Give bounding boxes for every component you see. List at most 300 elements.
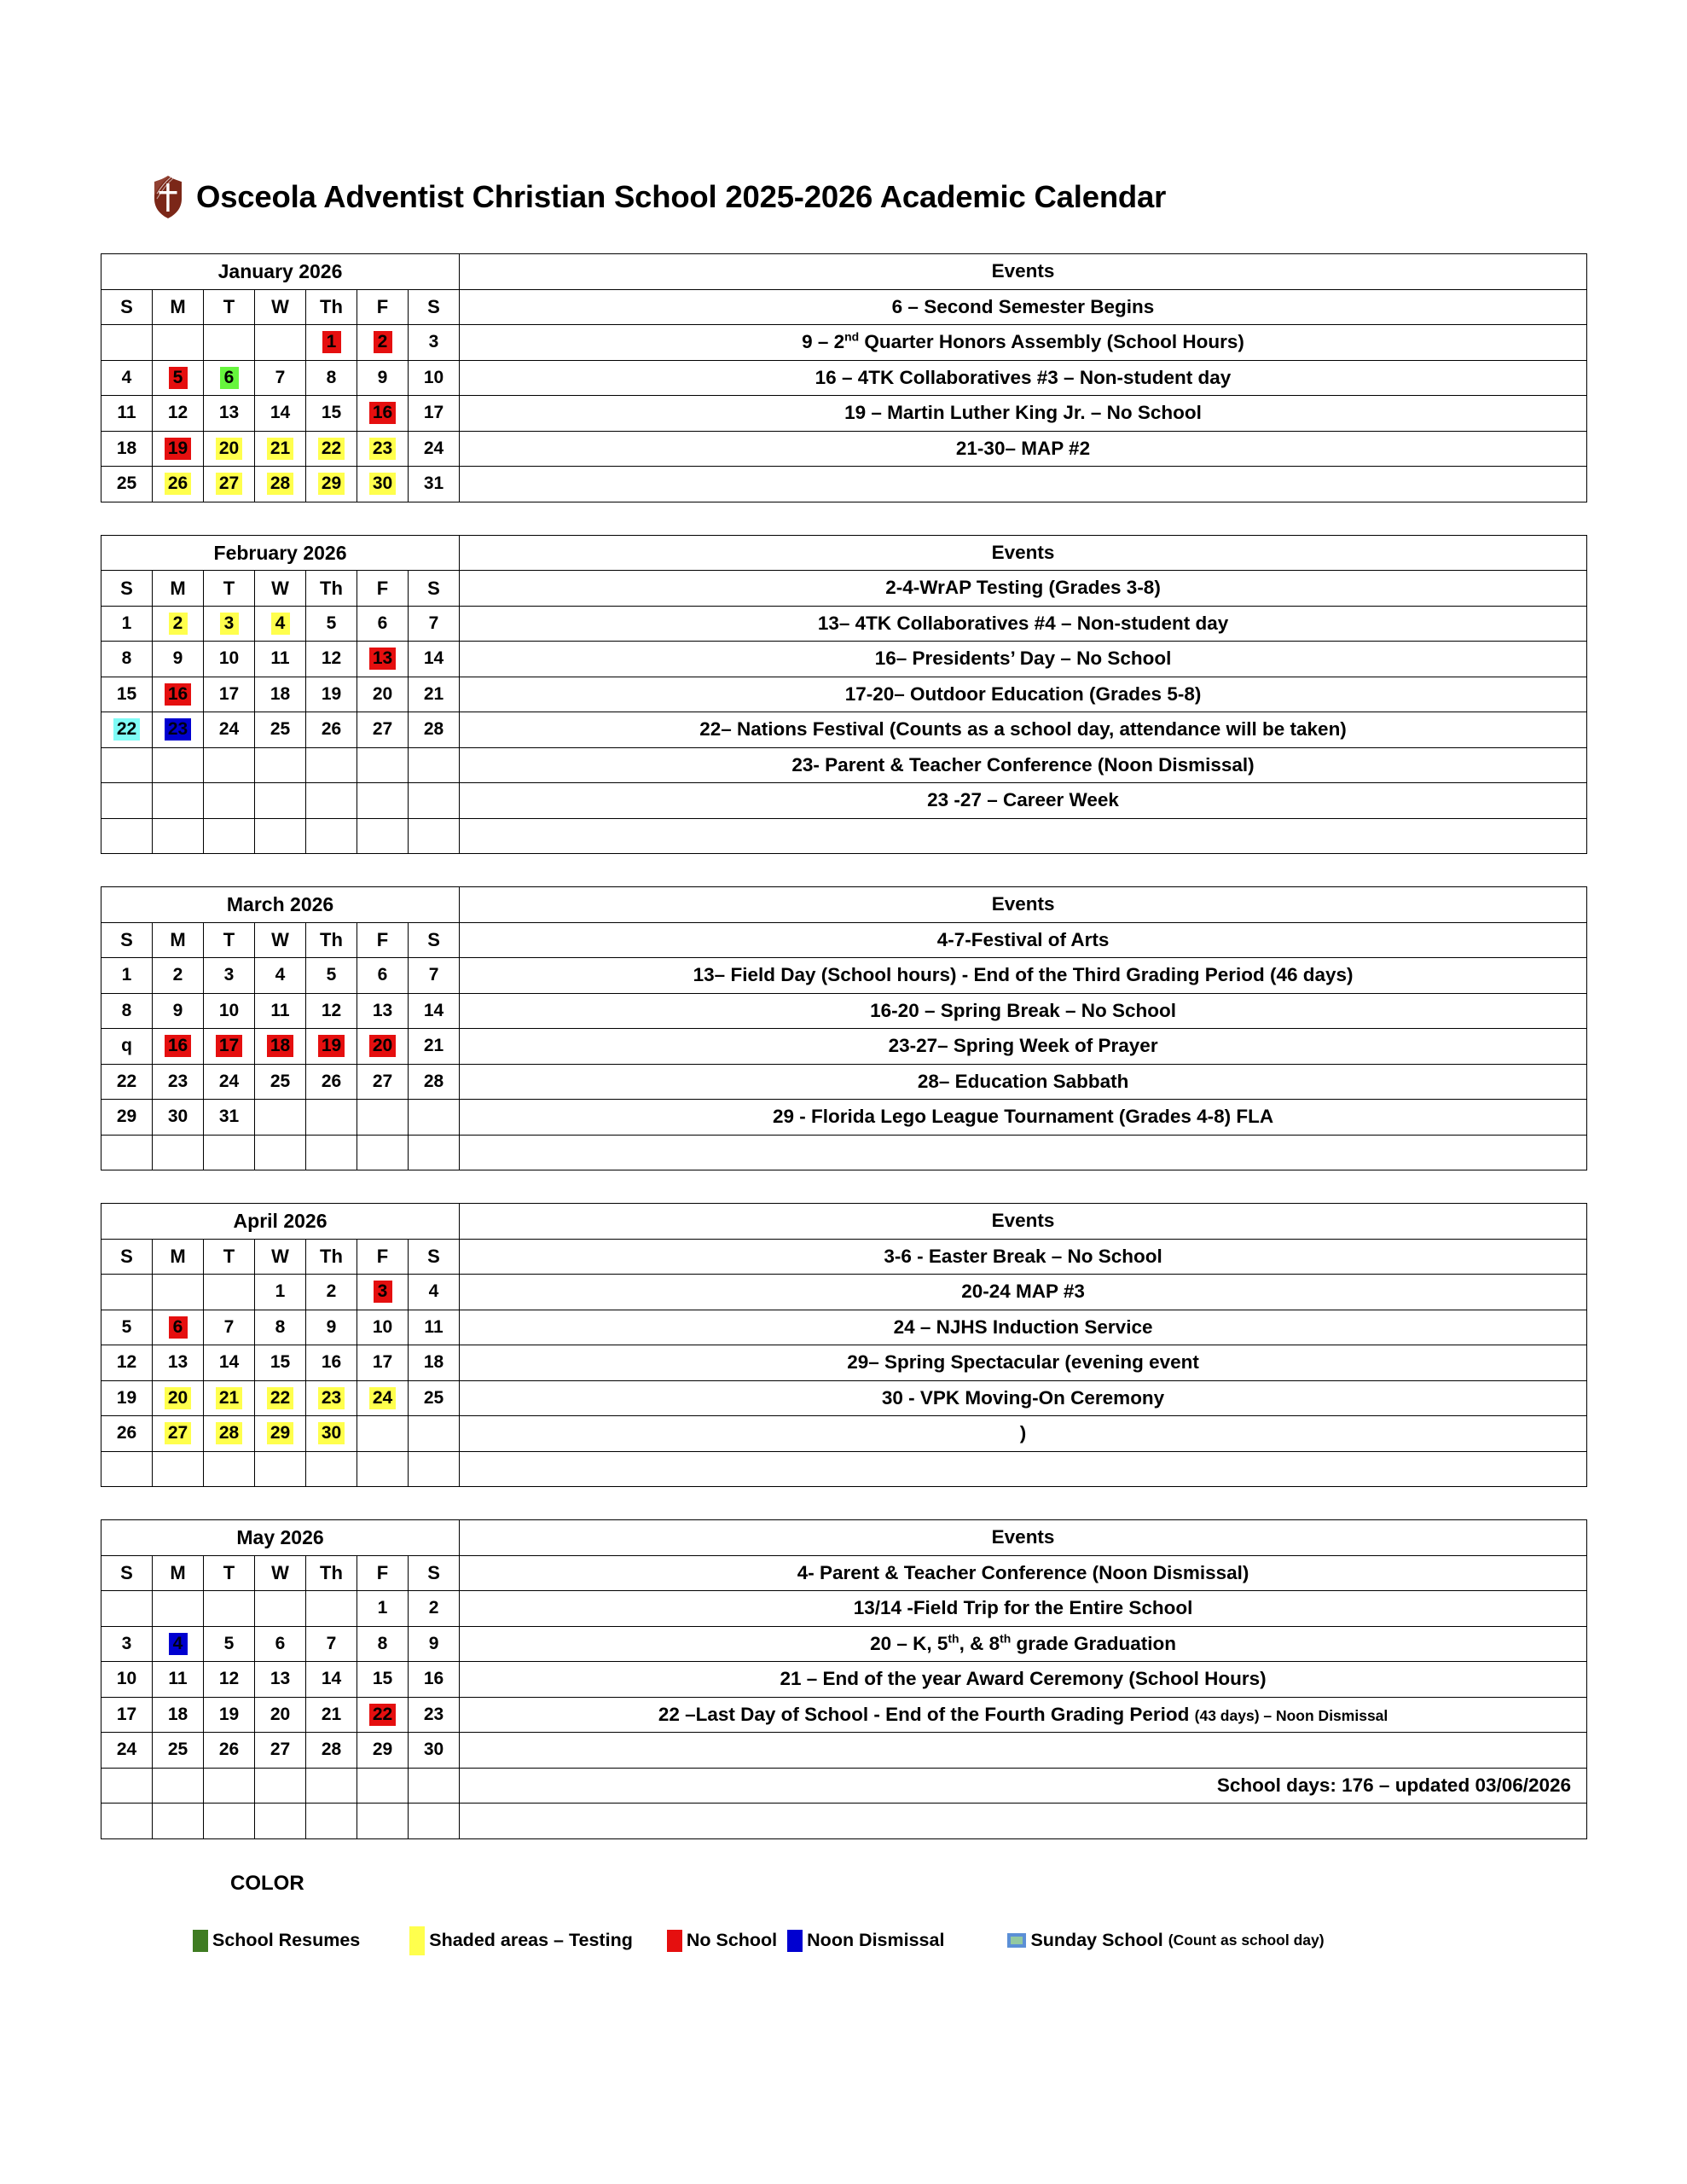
day-cell[interactable] xyxy=(255,747,306,783)
day-cell[interactable] xyxy=(204,325,255,361)
day-cell[interactable]: 31 xyxy=(204,1100,255,1136)
day-cell[interactable] xyxy=(409,783,460,819)
day-of-week-header-5: F xyxy=(357,289,409,325)
event-cell xyxy=(460,467,1587,502)
day-number-highlight-yellow: 22 xyxy=(267,1387,293,1409)
day-cell[interactable]: 12 xyxy=(101,1345,153,1381)
day-cell[interactable] xyxy=(101,818,153,854)
day-cell[interactable]: 25 xyxy=(153,1733,204,1769)
day-cell[interactable] xyxy=(255,1451,306,1487)
day-cell[interactable] xyxy=(357,1697,409,1733)
day-cell[interactable] xyxy=(306,818,357,854)
day-cell[interactable]: 8 xyxy=(306,360,357,396)
day-cell[interactable]: 1 xyxy=(101,606,153,642)
day-cell[interactable] xyxy=(255,1029,306,1065)
event-cell: 9 – 2nd Quarter Honors Assembly (School Hours) xyxy=(460,325,1587,361)
page-title: Osceola Adventist Christian School 2025-2026 Academic Calendar xyxy=(196,178,1167,214)
day-cell[interactable] xyxy=(306,431,357,467)
day-cell[interactable]: 8 xyxy=(101,993,153,1029)
day-cell[interactable]: 2 xyxy=(306,1275,357,1310)
day-cell[interactable]: 27 xyxy=(357,1064,409,1100)
day-cell[interactable] xyxy=(306,1591,357,1627)
day-cell[interactable] xyxy=(255,1768,306,1804)
day-cell[interactable] xyxy=(357,1029,409,1065)
day-cell[interactable]: 21 xyxy=(409,1029,460,1065)
day-cell[interactable]: 30 xyxy=(153,1100,204,1136)
day-cell[interactable] xyxy=(255,783,306,819)
month-header-row xyxy=(101,1520,1587,1556)
day-cell[interactable]: 4 xyxy=(255,958,306,994)
day-cell[interactable] xyxy=(153,712,204,748)
ordinal-superscript: th xyxy=(1000,1631,1012,1646)
day-cell[interactable]: 14 xyxy=(204,1345,255,1381)
day-cell[interactable]: 1 xyxy=(101,958,153,994)
day-cell[interactable]: 25 xyxy=(255,712,306,748)
calendar-week-row xyxy=(101,1275,1587,1310)
day-cell[interactable]: 28 xyxy=(409,1064,460,1100)
day-cell[interactable]: 30 xyxy=(409,1733,460,1769)
day-of-week-header-6: S xyxy=(409,922,460,958)
day-of-week-row xyxy=(101,922,1587,958)
day-cell[interactable] xyxy=(204,606,255,642)
day-cell[interactable]: 8 xyxy=(255,1310,306,1345)
day-cell[interactable]: 3 xyxy=(204,958,255,994)
day-cell[interactable] xyxy=(204,818,255,854)
day-cell[interactable]: 10 xyxy=(409,360,460,396)
day-cell[interactable] xyxy=(153,1804,204,1839)
event-cell: 4- Parent & Teacher Conference (Noon Dismissal) xyxy=(460,1555,1587,1591)
day-cell[interactable]: 6 xyxy=(255,1626,306,1662)
day-cell[interactable]: 25 xyxy=(409,1380,460,1416)
calendar-week-row xyxy=(101,958,1587,994)
day-cell[interactable]: 11 xyxy=(409,1310,460,1345)
day-cell[interactable] xyxy=(409,747,460,783)
day-cell[interactable] xyxy=(357,396,409,432)
day-cell[interactable] xyxy=(153,1135,204,1170)
day-cell[interactable]: 10 xyxy=(101,1662,153,1698)
day-cell[interactable] xyxy=(153,677,204,712)
calendar-week-row xyxy=(101,1345,1587,1381)
day-cell[interactable] xyxy=(306,783,357,819)
day-cell[interactable]: 18 xyxy=(255,677,306,712)
day-cell[interactable]: 12 xyxy=(306,642,357,677)
day-cell[interactable]: 29 xyxy=(357,1733,409,1769)
month-table xyxy=(101,1203,1587,1487)
day-cell[interactable]: 13 xyxy=(255,1662,306,1698)
day-number-highlight-yellow: 24 xyxy=(369,1387,396,1409)
day-cell[interactable]: 5 xyxy=(306,958,357,994)
day-number-highlight-blue: 4 xyxy=(169,1633,188,1655)
day-cell[interactable] xyxy=(306,747,357,783)
day-cell[interactable] xyxy=(153,1768,204,1804)
event-cell: 13/14 -Field Trip for the Entire School xyxy=(460,1591,1587,1627)
day-of-week-header-6: S xyxy=(409,289,460,325)
day-cell[interactable] xyxy=(204,467,255,502)
day-cell[interactable] xyxy=(306,325,357,361)
day-cell[interactable] xyxy=(204,1135,255,1170)
day-cell[interactable] xyxy=(204,1804,255,1839)
day-cell[interactable] xyxy=(153,1310,204,1345)
day-cell[interactable]: 1 xyxy=(357,1591,409,1627)
event-cell: 22– Nations Festival (Counts as a school day, attendance will be taken) xyxy=(460,712,1587,748)
day-number-highlight-yellow: 21 xyxy=(267,438,293,460)
month-header-row xyxy=(101,535,1587,571)
day-cell[interactable]: 12 xyxy=(306,993,357,1029)
calendar-week-row xyxy=(101,1662,1587,1698)
day-cell[interactable] xyxy=(357,431,409,467)
month-name: May 2026 xyxy=(101,1520,460,1556)
day-cell[interactable]: 14 xyxy=(306,1662,357,1698)
day-cell[interactable] xyxy=(357,1804,409,1839)
month-name: January 2026 xyxy=(101,254,460,290)
day-cell[interactable] xyxy=(101,1768,153,1804)
day-cell[interactable] xyxy=(153,1591,204,1627)
day-cell[interactable] xyxy=(409,1804,460,1839)
day-cell[interactable]: 15 xyxy=(255,1345,306,1381)
day-cell[interactable] xyxy=(153,1451,204,1487)
day-of-week-header-4: Th xyxy=(306,1555,357,1591)
day-cell[interactable] xyxy=(101,1451,153,1487)
day-cell[interactable]: 11 xyxy=(101,396,153,432)
day-cell[interactable] xyxy=(153,1275,204,1310)
day-cell[interactable]: 17 xyxy=(204,677,255,712)
day-number-highlight-red: 1 xyxy=(322,331,341,353)
day-cell[interactable]: 22 xyxy=(101,1064,153,1100)
day-cell[interactable]: 13 xyxy=(357,993,409,1029)
day-cell[interactable] xyxy=(153,606,204,642)
day-cell[interactable]: 14 xyxy=(255,396,306,432)
day-cell[interactable] xyxy=(204,1380,255,1416)
day-cell[interactable]: 11 xyxy=(255,642,306,677)
ordinal-superscript: nd xyxy=(844,329,860,344)
calendar-week-row xyxy=(101,325,1587,361)
day-cell[interactable] xyxy=(204,783,255,819)
day-of-week-header-1: M xyxy=(153,571,204,607)
day-cell[interactable] xyxy=(101,783,153,819)
day-number-highlight-yellow: 29 xyxy=(267,1422,293,1444)
day-cell[interactable] xyxy=(255,1416,306,1452)
day-cell[interactable]: 24 xyxy=(409,431,460,467)
month-header-row xyxy=(101,1204,1587,1240)
day-cell[interactable] xyxy=(357,1135,409,1170)
month-name: March 2026 xyxy=(101,887,460,923)
day-cell[interactable]: 23 xyxy=(409,1697,460,1733)
day-cell[interactable] xyxy=(255,1135,306,1170)
event-cell: 22 –Last Day of School - End of the Fourth Grading Period (43 days) – Noon Dismissal xyxy=(460,1697,1587,1733)
day-cell[interactable]: 16 xyxy=(306,1345,357,1381)
day-cell[interactable] xyxy=(255,1100,306,1136)
day-cell[interactable]: 4 xyxy=(101,360,153,396)
day-cell[interactable] xyxy=(357,325,409,361)
day-cell[interactable] xyxy=(409,818,460,854)
day-cell[interactable] xyxy=(153,360,204,396)
day-of-week-header-1: M xyxy=(153,922,204,958)
day-of-week-header-3: W xyxy=(255,571,306,607)
day-of-week-row xyxy=(101,571,1587,607)
day-cell[interactable] xyxy=(306,1451,357,1487)
day-cell[interactable]: 9 xyxy=(153,993,204,1029)
day-cell[interactable] xyxy=(101,325,153,361)
day-cell[interactable]: 24 xyxy=(204,712,255,748)
day-cell[interactable] xyxy=(153,1416,204,1452)
day-cell[interactable]: 18 xyxy=(409,1345,460,1381)
month-table xyxy=(101,1519,1587,1839)
day-cell[interactable]: 15 xyxy=(101,677,153,712)
day-cell[interactable] xyxy=(153,1626,204,1662)
day-cell[interactable]: 7 xyxy=(255,360,306,396)
day-cell[interactable]: 28 xyxy=(409,712,460,748)
day-cell[interactable] xyxy=(153,325,204,361)
legend-swatch-testing xyxy=(409,1926,425,1955)
day-cell[interactable]: 15 xyxy=(306,396,357,432)
legend-label-sunday-school: Sunday School xyxy=(1030,1930,1163,1950)
day-cell[interactable] xyxy=(306,467,357,502)
day-cell[interactable] xyxy=(255,606,306,642)
day-cell[interactable]: 6 xyxy=(357,606,409,642)
day-number-highlight-yellow: 20 xyxy=(165,1387,191,1409)
day-cell[interactable] xyxy=(357,1416,409,1452)
day-cell[interactable]: 13 xyxy=(153,1345,204,1381)
day-cell[interactable] xyxy=(204,360,255,396)
day-cell[interactable] xyxy=(357,1100,409,1136)
day-of-week-header-0: S xyxy=(101,1555,153,1591)
day-cell[interactable]: 21 xyxy=(409,677,460,712)
day-cell[interactable]: 27 xyxy=(357,712,409,748)
day-cell[interactable] xyxy=(409,1135,460,1170)
day-cell[interactable]: 21 xyxy=(306,1697,357,1733)
day-cell[interactable] xyxy=(357,783,409,819)
day-cell[interactable]: 14 xyxy=(409,642,460,677)
day-cell[interactable]: 25 xyxy=(255,1064,306,1100)
day-cell[interactable]: 12 xyxy=(153,396,204,432)
day-cell[interactable]: 19 xyxy=(101,1380,153,1416)
day-cell[interactable]: 12 xyxy=(204,1662,255,1698)
event-cell: 24 – NJHS Induction Service xyxy=(460,1310,1587,1345)
day-cell[interactable]: 29 xyxy=(101,1100,153,1136)
calendar-week-row xyxy=(101,712,1587,748)
event-cell: 16 – 4TK Collaboratives #3 – Non-student day xyxy=(460,360,1587,396)
day-cell[interactable] xyxy=(153,467,204,502)
day-number-highlight-yellow: 23 xyxy=(369,438,396,460)
day-cell[interactable] xyxy=(306,1100,357,1136)
month-table xyxy=(101,886,1587,1170)
day-cell[interactable]: 18 xyxy=(153,1697,204,1733)
events-column-header: Events xyxy=(460,887,1587,923)
day-cell[interactable] xyxy=(357,1380,409,1416)
day-cell[interactable]: 27 xyxy=(255,1733,306,1769)
event-cell xyxy=(460,818,1587,854)
day-of-week-header-2: T xyxy=(204,922,255,958)
day-cell[interactable]: 18 xyxy=(101,431,153,467)
day-cell[interactable]: 26 xyxy=(204,1733,255,1769)
day-cell[interactable]: 11 xyxy=(153,1662,204,1698)
day-cell[interactable]: 10 xyxy=(204,642,255,677)
day-cell[interactable] xyxy=(101,1591,153,1627)
day-cell[interactable]: 2 xyxy=(409,1591,460,1627)
day-cell[interactable]: 3 xyxy=(101,1626,153,1662)
day-cell[interactable]: 11 xyxy=(255,993,306,1029)
calendar-week-row xyxy=(101,747,1587,783)
day-cell[interactable]: 13 xyxy=(204,396,255,432)
day-number-highlight-red: 2 xyxy=(374,331,392,353)
day-cell[interactable] xyxy=(153,1029,204,1065)
day-cell[interactable]: 2 xyxy=(153,958,204,994)
day-cell[interactable] xyxy=(306,1416,357,1452)
day-cell[interactable] xyxy=(255,1591,306,1627)
day-cell[interactable] xyxy=(409,1416,460,1452)
day-of-week-header-5: F xyxy=(357,1239,409,1275)
day-cell[interactable] xyxy=(255,325,306,361)
day-number-highlight-yellow: 3 xyxy=(220,613,239,635)
day-cell[interactable] xyxy=(357,1275,409,1310)
calendar-week-row xyxy=(101,1697,1587,1733)
day-cell[interactable]: 8 xyxy=(101,642,153,677)
event-cell: 4-7-Festival of Arts xyxy=(460,922,1587,958)
day-number-highlight-blue: 23 xyxy=(165,718,191,741)
day-cell[interactable] xyxy=(204,1416,255,1452)
day-cell[interactable]: 25 xyxy=(101,467,153,502)
day-cell[interactable] xyxy=(204,1029,255,1065)
day-cell[interactable] xyxy=(255,818,306,854)
calendar-week-row xyxy=(101,1804,1587,1839)
day-cell[interactable]: 7 xyxy=(409,606,460,642)
day-cell[interactable]: 19 xyxy=(306,677,357,712)
day-cell[interactable]: 6 xyxy=(357,958,409,994)
day-cell[interactable] xyxy=(357,467,409,502)
day-cell[interactable]: 9 xyxy=(153,642,204,677)
day-cell[interactable] xyxy=(204,1451,255,1487)
calendar-week-row xyxy=(101,1135,1587,1170)
day-cell[interactable]: 4 xyxy=(409,1275,460,1310)
day-cell[interactable] xyxy=(306,1768,357,1804)
day-of-week-header-5: F xyxy=(357,571,409,607)
day-cell[interactable]: 7 xyxy=(409,958,460,994)
day-cell[interactable] xyxy=(357,642,409,677)
day-cell[interactable]: 31 xyxy=(409,467,460,502)
day-of-week-header-2: T xyxy=(204,1239,255,1275)
day-cell[interactable]: 15 xyxy=(357,1662,409,1698)
legend-item-noon-dismissal xyxy=(787,1930,944,1952)
day-cell[interactable] xyxy=(101,1135,153,1170)
day-cell[interactable]: 5 xyxy=(306,606,357,642)
day-cell[interactable]: 17 xyxy=(357,1345,409,1381)
month-block xyxy=(101,886,1586,1170)
day-cell[interactable]: 1 xyxy=(255,1275,306,1310)
day-cell[interactable]: 17 xyxy=(101,1697,153,1733)
day-cell[interactable]: 9 xyxy=(306,1310,357,1345)
calendar-week-row xyxy=(101,431,1587,467)
day-cell[interactable] xyxy=(306,1135,357,1170)
day-cell[interactable] xyxy=(409,1100,460,1136)
day-number-highlight-red: 16 xyxy=(165,1035,191,1057)
day-cell[interactable] xyxy=(101,1275,153,1310)
day-cell[interactable]: 26 xyxy=(101,1416,153,1452)
day-cell[interactable] xyxy=(204,1591,255,1627)
calendar-week-row xyxy=(101,1064,1587,1100)
day-cell[interactable] xyxy=(357,818,409,854)
day-cell[interactable]: 9 xyxy=(357,360,409,396)
day-cell[interactable]: 9 xyxy=(409,1626,460,1662)
day-cell[interactable] xyxy=(153,1380,204,1416)
day-cell[interactable]: 28 xyxy=(306,1733,357,1769)
day-cell[interactable] xyxy=(101,747,153,783)
day-cell[interactable] xyxy=(204,747,255,783)
day-cell[interactable] xyxy=(153,431,204,467)
day-cell[interactable] xyxy=(255,1804,306,1839)
day-cell[interactable] xyxy=(306,1380,357,1416)
day-cell[interactable] xyxy=(153,747,204,783)
event-cell: 30 - VPK Moving-On Ceremony xyxy=(460,1380,1587,1416)
day-cell[interactable]: 14 xyxy=(409,993,460,1029)
day-cell[interactable]: 5 xyxy=(101,1310,153,1345)
legend-label-testing: Shaded areas – Testing xyxy=(429,1930,633,1950)
legend-swatch-no-school xyxy=(667,1930,682,1952)
day-of-week-header-1: M xyxy=(153,289,204,325)
day-cell[interactable] xyxy=(409,1768,460,1804)
day-cell[interactable] xyxy=(204,1275,255,1310)
day-of-week-header-2: T xyxy=(204,289,255,325)
day-of-week-header-0: S xyxy=(101,1239,153,1275)
day-cell[interactable] xyxy=(101,712,153,748)
day-cell[interactable]: 10 xyxy=(204,993,255,1029)
calendar-week-row xyxy=(101,1768,1587,1804)
day-cell[interactable]: 17 xyxy=(409,396,460,432)
day-cell[interactable]: 26 xyxy=(306,712,357,748)
day-cell[interactable]: 10 xyxy=(357,1310,409,1345)
day-cell[interactable] xyxy=(357,1768,409,1804)
day-cell[interactable]: 5 xyxy=(204,1626,255,1662)
day-cell[interactable]: 24 xyxy=(101,1733,153,1769)
event-cell: 6 – Second Semester Begins xyxy=(460,289,1587,325)
day-cell[interactable]: 16 xyxy=(409,1662,460,1698)
day-cell[interactable] xyxy=(255,467,306,502)
day-number-highlight-red: 3 xyxy=(374,1281,392,1303)
day-cell[interactable] xyxy=(255,1380,306,1416)
day-cell[interactable] xyxy=(101,1804,153,1839)
month-name: February 2026 xyxy=(101,535,460,571)
day-cell[interactable]: 24 xyxy=(204,1064,255,1100)
day-cell[interactable]: 26 xyxy=(306,1064,357,1100)
day-cell[interactable] xyxy=(204,431,255,467)
day-cell[interactable]: 7 xyxy=(306,1626,357,1662)
day-cell[interactable] xyxy=(306,1804,357,1839)
day-cell[interactable]: 20 xyxy=(255,1697,306,1733)
day-cell[interactable] xyxy=(357,1451,409,1487)
day-cell[interactable]: 7 xyxy=(204,1310,255,1345)
day-cell[interactable]: 19 xyxy=(204,1697,255,1733)
event-cell: 20-24 MAP #3 xyxy=(460,1275,1587,1310)
day-cell[interactable]: 3 xyxy=(409,325,460,361)
event-cell xyxy=(460,1804,1587,1839)
day-of-week-header-5: F xyxy=(357,1555,409,1591)
day-cell[interactable] xyxy=(409,1451,460,1487)
legend-sublabel-sunday-school: (Count as school day) xyxy=(1168,1931,1325,1949)
day-cell[interactable] xyxy=(204,1768,255,1804)
day-cell[interactable] xyxy=(153,818,204,854)
day-cell[interactable]: 23 xyxy=(153,1064,204,1100)
day-cell[interactable] xyxy=(357,747,409,783)
day-cell[interactable]: 20 xyxy=(357,677,409,712)
calendar-week-row xyxy=(101,1591,1587,1627)
legend-items xyxy=(193,1926,1586,1955)
event-cell: 23- Parent & Teacher Conference (Noon Dismissal) xyxy=(460,747,1587,783)
day-cell[interactable] xyxy=(306,1029,357,1065)
day-cell[interactable] xyxy=(255,431,306,467)
day-cell[interactable]: q xyxy=(101,1029,153,1065)
day-cell[interactable] xyxy=(153,783,204,819)
day-cell[interactable]: 8 xyxy=(357,1626,409,1662)
event-cell: 19 – Martin Luther King Jr. – No School xyxy=(460,396,1587,432)
